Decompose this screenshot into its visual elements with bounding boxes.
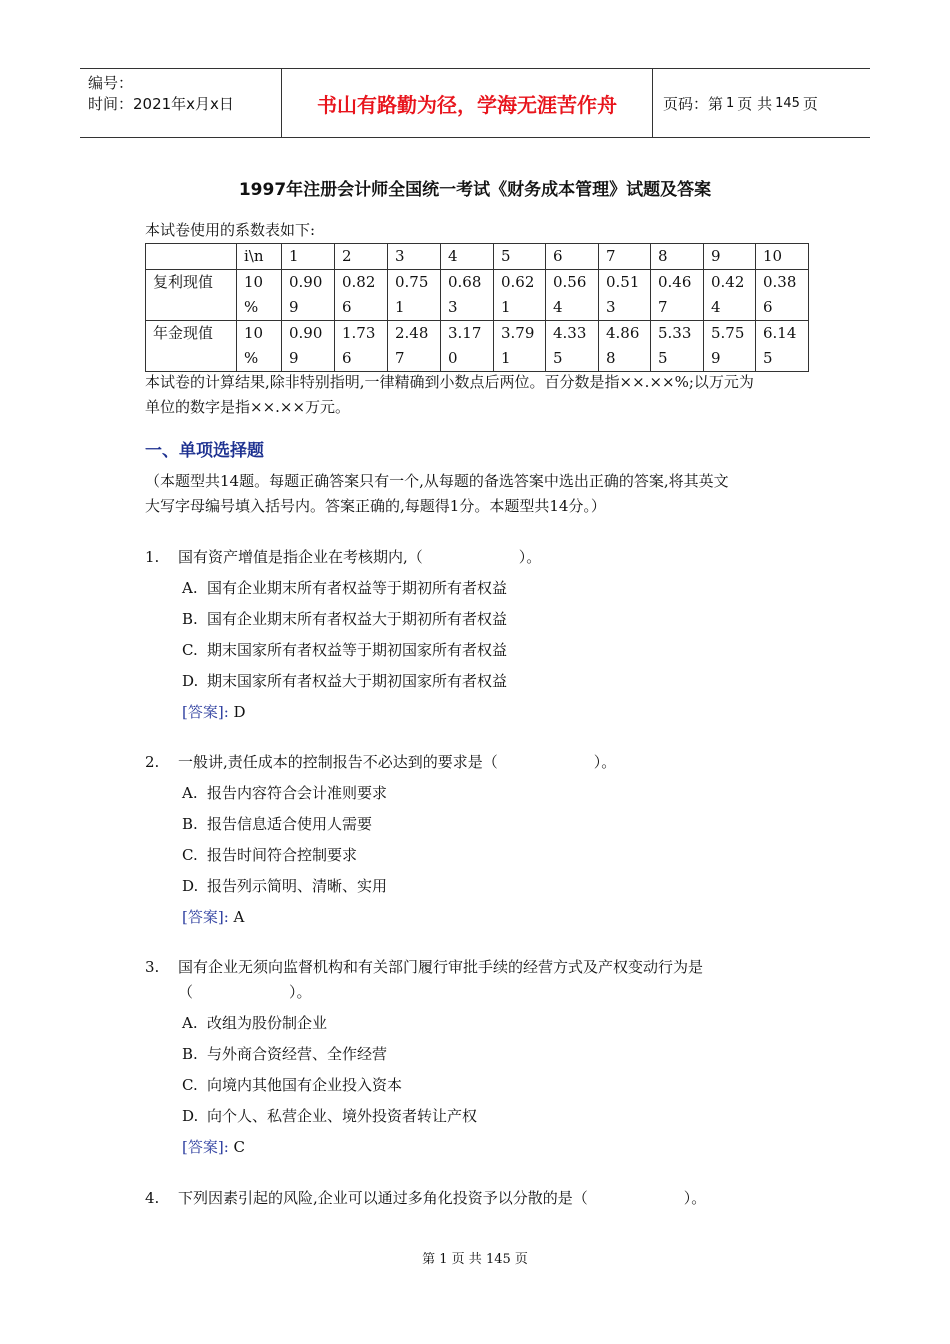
- table-header-cell: i\n: [237, 244, 282, 270]
- answer-label: [答案]:: [182, 908, 229, 926]
- instructions-line: 大写字母编号填入括号内。答案正确的,每题得1分。本题型共14分。）: [145, 497, 606, 515]
- page-current: 1: [726, 95, 735, 111]
- question-stem-cont: （: [178, 983, 194, 1001]
- table-row: [146, 270, 809, 321]
- value-cell: 0.51 3: [599, 270, 651, 321]
- option-c: C. 报告时间符合控制要求: [182, 846, 358, 864]
- value-cell: 0.90 9: [282, 270, 335, 321]
- calculation-note: [145, 370, 754, 420]
- number-label: 编号：: [88, 74, 134, 92]
- option-c: C. 向境内其他国有企业投入资本: [182, 1076, 403, 1094]
- question-stem-end: ）。: [593, 753, 617, 771]
- table-header-row: [146, 244, 809, 270]
- answer-value: D: [233, 703, 246, 721]
- option-b: B. 国有企业期末所有者权益大于期初所有者权益: [182, 610, 508, 628]
- question-stem-end: ）。: [518, 548, 542, 566]
- footer-suffix: 页: [514, 1252, 528, 1267]
- value-cell: 5.75 9: [704, 321, 756, 372]
- answer-line: [182, 905, 244, 930]
- table-corner-cell: [146, 244, 237, 270]
- table-header-cell: 9: [704, 244, 756, 270]
- value-cell: 6.14 5: [756, 321, 809, 372]
- question-stem-end: ）。: [683, 1189, 707, 1207]
- value-cell: 0.46 7: [651, 270, 704, 321]
- footer-prefix: 第: [422, 1252, 436, 1267]
- question-number: 2.: [145, 753, 160, 771]
- question-number: 3.: [145, 958, 160, 976]
- document-title: 1997年注册会计师全国统一考试《财务成本管理》试题及答案: [238, 180, 712, 200]
- option-a: A. 国有企业期末所有者权益等于期初所有者权益: [182, 579, 508, 597]
- table-header-cell: 6: [546, 244, 599, 270]
- value-cell: 3.79 1: [494, 321, 546, 372]
- option-a: A. 改组为股份制企业: [182, 1014, 328, 1032]
- header-motto: 书山有路勤为径，学海无涯苦作舟: [281, 69, 653, 137]
- coefficient-table: [145, 243, 809, 372]
- value-cell: 0.90 9: [282, 321, 335, 372]
- value-cell: 0.75 1: [388, 270, 441, 321]
- page-total: 145: [775, 95, 800, 111]
- answer-label: [答案]:: [182, 1138, 229, 1156]
- value-cell: 4.86 8: [599, 321, 651, 372]
- answer-line: [182, 1135, 245, 1160]
- footer-mid: 页 共: [451, 1252, 482, 1267]
- value-cell: 0.42 4: [704, 270, 756, 321]
- footer-total: 145: [485, 1252, 511, 1267]
- answer-label: [答案]:: [182, 703, 229, 721]
- question-stem-end: ）。: [289, 983, 312, 1001]
- value-cell: 3.17 0: [441, 321, 494, 372]
- value-cell: 0.38 6: [756, 270, 809, 321]
- question-1: [145, 545, 541, 570]
- table-header-cell: 10: [756, 244, 809, 270]
- option-a: A. 报告内容符合会计准则要求: [182, 784, 388, 802]
- page-suffix: 页: [802, 94, 818, 113]
- section-title: 一、单项选择题: [145, 441, 264, 461]
- rate-cell: 10 %: [237, 270, 282, 321]
- page-footer: [0, 1248, 950, 1267]
- instructions-line: （本题型共14题。每题正确答案只有一个,从每题的备选答案中选出正确的答案,将其英文: [145, 472, 729, 490]
- question-4: [145, 1186, 706, 1211]
- question-3-continuation: [178, 980, 312, 1005]
- rate-cell: 10 %: [237, 321, 282, 372]
- question-3: [145, 955, 703, 980]
- row-label: 复利现值: [146, 270, 237, 321]
- option-c: C. 期末国家所有者权益等于期初国家所有者权益: [182, 641, 508, 659]
- answer-value: A: [233, 908, 245, 926]
- header-page-info: [653, 69, 870, 137]
- note-line: 单位的数字是指××.××万元。: [145, 398, 351, 416]
- answer-line: [182, 700, 246, 725]
- question-number: 1.: [145, 548, 160, 566]
- table-header-cell: 4: [441, 244, 494, 270]
- table-header-cell: 8: [651, 244, 704, 270]
- value-cell: 1.73 6: [335, 321, 388, 372]
- question-stem: 国有企业无须向监督机构和有关部门履行审批手续的经营方式及产权变动行为是: [178, 958, 704, 976]
- page-header: [80, 68, 870, 138]
- section-instructions: [145, 469, 729, 519]
- value-cell: 2.48 7: [388, 321, 441, 372]
- question-stem: 下列因素引起的风险,企业可以通过多角化投资予以分散的是（: [178, 1189, 588, 1207]
- note-line: 本试卷的计算结果,除非特别指明,一律精确到小数点后两位。百分数是指××.××%;以万元为: [145, 373, 754, 391]
- value-cell: 4.33 5: [546, 321, 599, 372]
- answer-value: C: [233, 1138, 246, 1156]
- table-header-cell: 1: [282, 244, 335, 270]
- header-meta: [80, 69, 281, 137]
- option-d: D. 期末国家所有者权益大于期初国家所有者权益: [182, 672, 508, 690]
- table-intro: 本试卷使用的系数表如下:: [145, 221, 316, 239]
- question-stem: 一般讲,责任成本的控制报告不必达到的要求是（: [178, 753, 498, 771]
- option-d: D. 向个人、私营企业、境外投资者转让产权: [182, 1107, 478, 1125]
- table-header-cell: 3: [388, 244, 441, 270]
- option-b: B. 与外商合资经营、全作经营: [182, 1045, 388, 1063]
- table-header-cell: 7: [599, 244, 651, 270]
- value-cell: 0.68 3: [441, 270, 494, 321]
- question-2: [145, 750, 616, 775]
- time-label: 时间：2021年x月x日: [88, 95, 234, 113]
- page-mid: 页 共: [737, 94, 773, 113]
- page-prefix: 页码：第: [663, 94, 724, 113]
- value-cell: 0.62 1: [494, 270, 546, 321]
- option-b: B. 报告信息适合使用人需要: [182, 815, 373, 833]
- table-row: [146, 321, 809, 372]
- footer-current: 1: [439, 1252, 448, 1267]
- question-number: 4.: [145, 1189, 160, 1207]
- option-d: D. 报告列示简明、清晰、实用: [182, 877, 388, 895]
- value-cell: 0.56 4: [546, 270, 599, 321]
- question-stem: 国有资产增值是指企业在考核期内,（: [178, 548, 423, 566]
- row-label: 年金现值: [146, 321, 237, 372]
- table-header-cell: 2: [335, 244, 388, 270]
- table-header-cell: 5: [494, 244, 546, 270]
- value-cell: 5.33 5: [651, 321, 704, 372]
- value-cell: 0.82 6: [335, 270, 388, 321]
